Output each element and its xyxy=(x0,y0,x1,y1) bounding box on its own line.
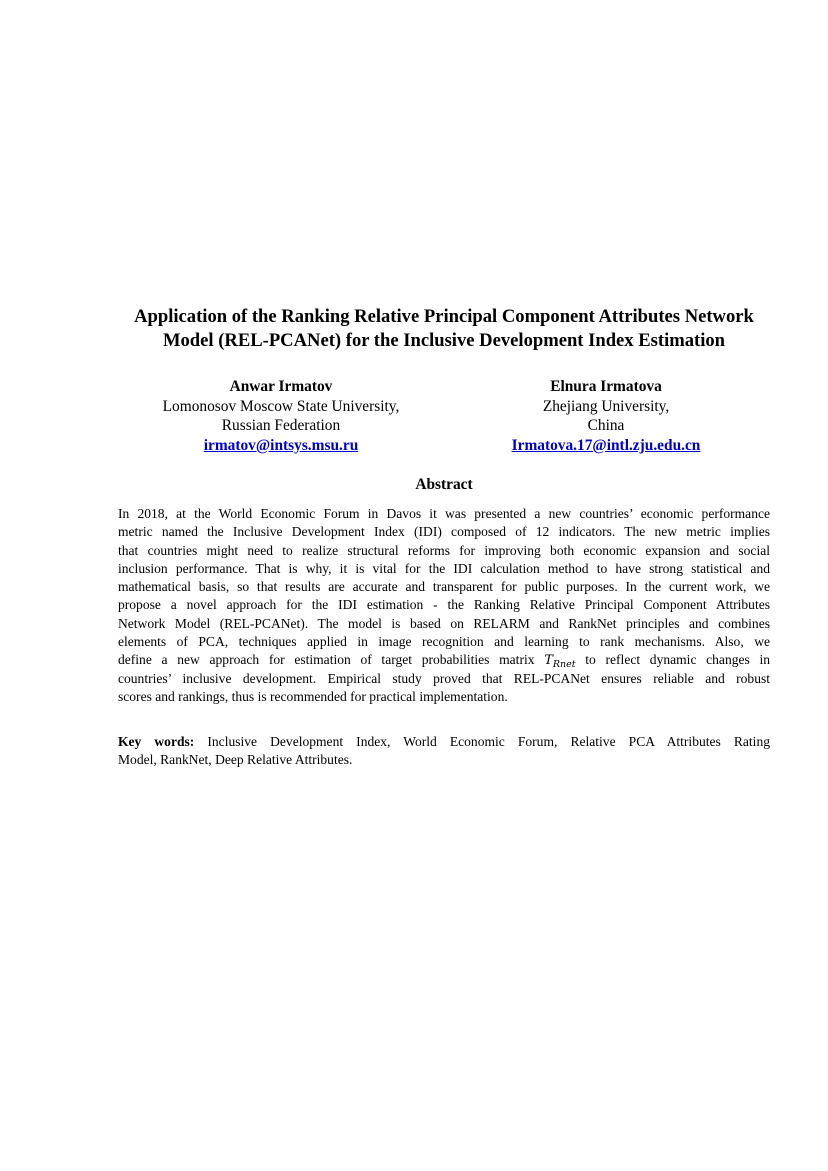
abstract-line: countries’ inclusive development. Empirical study proved that REL-PCANet ensures reliable and robust xyxy=(118,670,770,686)
abstract-heading: Abstract xyxy=(415,476,473,493)
title-line-1: Application of the Ranking Relative Principal Component Attributes Network xyxy=(134,306,754,327)
math-symbol-t-rnet: $T_{Rnet}$ xyxy=(544,653,576,671)
abstract-line: In 2018, at the World Economic Forum in Davos it was presented a new countries’ economic performance xyxy=(118,506,770,521)
abstract-text-segment: to reflect dynamic changes in xyxy=(585,652,771,668)
author-country: China xyxy=(587,417,625,434)
abstract-line: mathematical basis, so that results are accurate and transparent for public purposes. In the current work, we xyxy=(118,579,770,595)
abstract-body xyxy=(118,505,770,706)
keywords-text: Inclusive Development Index, World Economic Forum, Relative PCA Attributes Rating xyxy=(207,734,770,749)
author-name: Anwar Irmatov xyxy=(229,378,333,395)
abstract-line: that countries might need to realize structural reforms for improving both economic expansion and social xyxy=(118,542,770,558)
abstract-line: propose a novel approach for the IDI estimation - the Ranking Relative Principal Component Attributes xyxy=(118,597,770,613)
title-line-2: Model (REL-PCANet) for the Inclusive Development Index Estimation xyxy=(162,330,726,351)
keywords-line xyxy=(118,733,770,751)
author-country: Russian Federation xyxy=(221,417,341,434)
abstract-line: metric named the Inclusive Development Index (IDI) composed of 12 indicators. The new metric implies xyxy=(118,524,770,540)
author-block-2 xyxy=(456,377,756,455)
author-name: Elnura Irmatova xyxy=(550,378,662,395)
abstract-line: elements of PCA, techniques applied in image recognition and learning to rank mechanisms. Also, we xyxy=(118,634,770,650)
author-email-link[interactable]: Irmatova.17@intl.zju.edu.cn xyxy=(511,436,701,454)
author-affiliation: Zhejiang University, xyxy=(542,397,670,415)
paper-title xyxy=(100,305,788,353)
keywords-line: Model, RankNet, Deep Relative Attributes. xyxy=(118,752,353,768)
author-affiliation: Lomonosov Moscow State University, xyxy=(162,397,400,415)
abstract-line-with-math xyxy=(118,651,770,669)
abstract-line: inclusion performance. That is why, it is vital for the IDI calculation method to have strong statistical and xyxy=(118,560,770,576)
author-block-1 xyxy=(131,377,431,455)
abstract-line: Network Model (REL-PCANet). The model is based on RELARM and RankNet principles and combines xyxy=(118,615,770,631)
abstract-line: scores and rankings, thus is recommended for practical implementation. xyxy=(118,688,508,704)
keywords-label: Key words: xyxy=(118,734,195,749)
author-email-link[interactable]: irmatov@intsys.msu.ru xyxy=(203,436,359,454)
keywords-section xyxy=(118,733,770,770)
abstract-text-segment: define a new approach for estimation of target probabilities matrix xyxy=(118,652,535,668)
